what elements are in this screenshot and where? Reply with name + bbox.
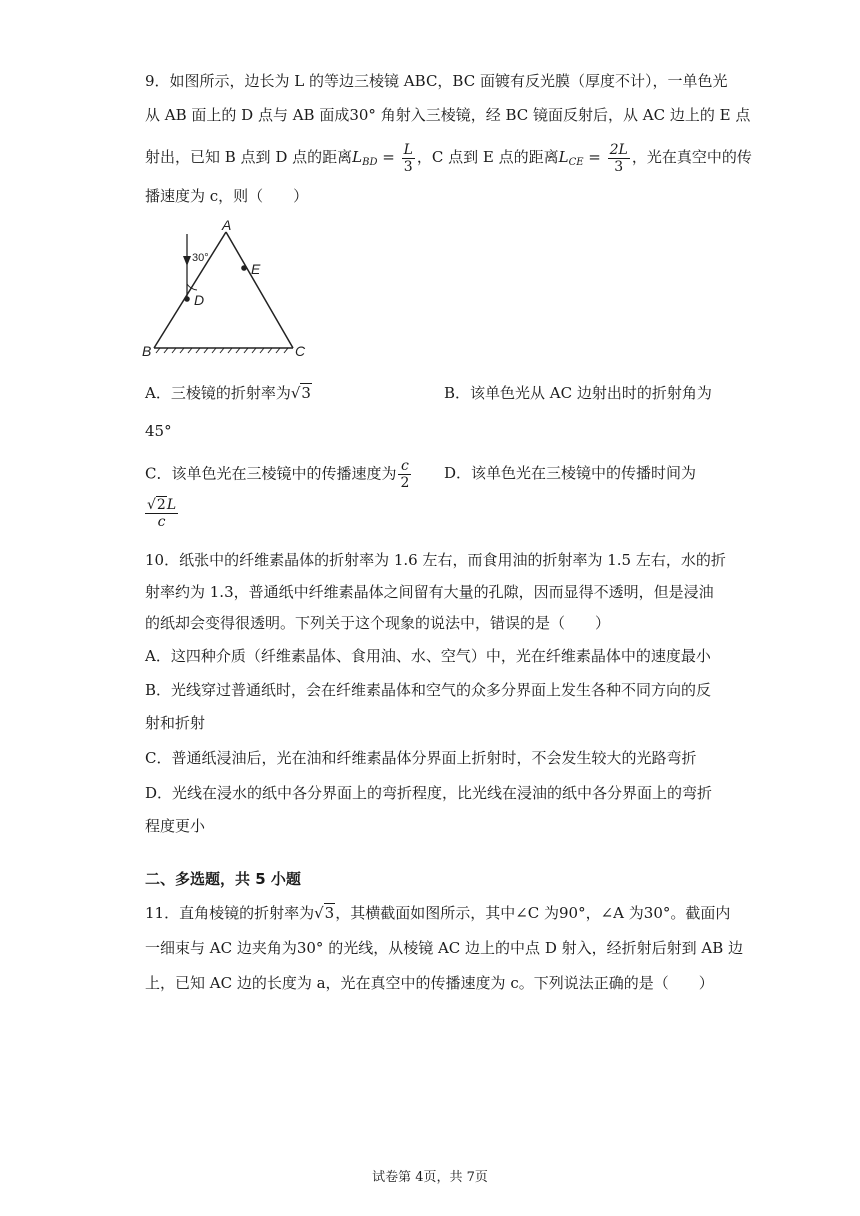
q10-option-d-line1: D．光线在浸水的纸中各分界面上的弯折程度，比光线在浸油的纸中各分界面上的弯折: [145, 784, 713, 802]
q9-frac1-denominator: 3: [403, 158, 413, 175]
q9-frac2-numerator: 2L: [609, 141, 628, 158]
q9-option-a-sqrt: √3: [290, 384, 311, 402]
q9-option-a: [145, 383, 312, 403]
q9-option-d-line1: D．该单色光在三棱镜中的传播时间为: [444, 464, 697, 482]
q10-line1: 10．纸张中的纤维素晶体的折射率为 1.6 左右，而食用油的折射率为 1.5 左右，水的折: [145, 551, 726, 569]
q9-prism-figure: [140, 218, 310, 360]
section-multi-choice-heading: 二、多选题，共 5 小题: [145, 870, 301, 888]
q9-frac-2l-over-3: [608, 142, 630, 175]
q9-option-b-line1: B．该单色光从 AC 边射出时的折射角为: [444, 384, 712, 402]
label-c: C: [295, 343, 306, 359]
label-a: A: [222, 218, 232, 233]
q9-option-c-denominator: 2: [400, 475, 410, 491]
q11-radicand: 3: [324, 904, 335, 922]
q11-line2: 一细束与 AC 边夹角为30° 的光线，从棱镜 AC 边上的中点 D 射入，经折射后射到 AB 边: [145, 939, 744, 957]
q9-lbd-subscript: BD: [362, 157, 378, 168]
q9-line3-text-b: ，C 点到 E 点的距离: [416, 148, 559, 166]
ray-arrowhead: [183, 256, 191, 266]
q9-option-c-frac: [398, 458, 411, 491]
q9-option-d-numerator: √2L: [147, 497, 177, 513]
label-b: B: [142, 343, 152, 359]
q10-option-d-line2: 程度更小: [145, 817, 206, 835]
q9-lbd-symbol: L: [352, 148, 363, 166]
q9-line3-text-a: 射出，已知 B 点到 D 点的距离: [145, 148, 353, 166]
q11-line1-text-a: 11．直角棱镜的折射率为: [145, 904, 315, 922]
q10-option-b-line1: B．光线穿过普通纸时，会在纤维素晶体和空气的众多分界面上发生各种不同方向的反: [145, 681, 712, 699]
q9-option-a-text: A．三棱镜的折射率为: [145, 384, 291, 402]
q10-option-b-line2: 射和折射: [145, 714, 206, 732]
q9-eq2: =: [583, 148, 606, 166]
q9-frac-l-over-3: [402, 142, 415, 175]
page-footer: 试卷第 4页，共 7页: [372, 1170, 488, 1185]
q10-line3: 的纸却会变得很透明。下列关于这个现象的说法中，错误的是（ ）: [145, 614, 611, 632]
q11-line3: 上，已知 AC 边的长度为 a，光在真空中的传播速度为 c。下列说法正确的是（ ）: [145, 974, 714, 992]
q9-lce-symbol: L: [558, 148, 569, 166]
label-e: E: [251, 261, 261, 277]
q9-frac2-denominator: 3: [614, 158, 624, 175]
q9-option-a-radicand: 3: [301, 384, 311, 402]
q9-option-d-radicand: 2: [156, 497, 166, 513]
edge-ab: [154, 232, 226, 348]
q9-option-d-fraction: [145, 497, 178, 530]
q9-line4: 播速度为 c，则（ ）: [145, 187, 309, 205]
q11-line1-text-b: ，其横截面如图所示，其中∠C 为90°，∠A 为30°。截面内: [335, 904, 731, 922]
q9-option-c: [145, 458, 413, 491]
q9-line2: 从 AB 面上的 D 点与 AB 面成30° 角射入三棱镜，经 BC 镜面反射后，从 AC 边上的 E 点: [145, 106, 751, 124]
q9-option-c-text: C．该单色光在三棱镜中的传播速度为: [145, 464, 397, 483]
q10-option-a: A．这四种介质（纤维素晶体、食用油、水、空气）中，光在纤维素晶体中的速度最小: [145, 647, 711, 665]
q9-option-d-l: L: [166, 497, 177, 513]
q10-line2: 射率约为 1.3，普通纸中纤维素晶体之间留有大量的孔隙，因而显得不透明，但是浸油: [145, 583, 714, 601]
q9-option-b-line2: 45°: [145, 422, 172, 440]
q9-option-c-numerator: c: [398, 458, 411, 475]
q9-line3-text-c: ，光在真空中的传: [631, 148, 752, 166]
q9-option-d-frac: [143, 497, 180, 530]
point-e: [241, 265, 247, 271]
q9-option-d-denominator: c: [157, 514, 166, 530]
point-d: [184, 296, 190, 302]
q9-line3: [145, 140, 752, 180]
q10-option-c: C．普通纸浸油后，光在油和纤维素晶体分界面上折射时，不会发生较大的光路弯折: [145, 749, 697, 767]
q9-line1: 9．如图所示，边长为 L 的等边三棱镜 ABC，BC 面镀有反光膜（厚度不计），一单色光: [145, 72, 728, 90]
q9-lce-subscript: CE: [568, 157, 584, 168]
edge-ac: [226, 232, 293, 348]
q11-line1: [145, 903, 730, 923]
q9-frac1-numerator: L: [403, 141, 413, 158]
label-angle: 30°: [192, 252, 209, 264]
q9-eq1: =: [377, 148, 400, 166]
q11-sqrt: √3: [314, 904, 335, 922]
label-d: D: [194, 292, 205, 308]
